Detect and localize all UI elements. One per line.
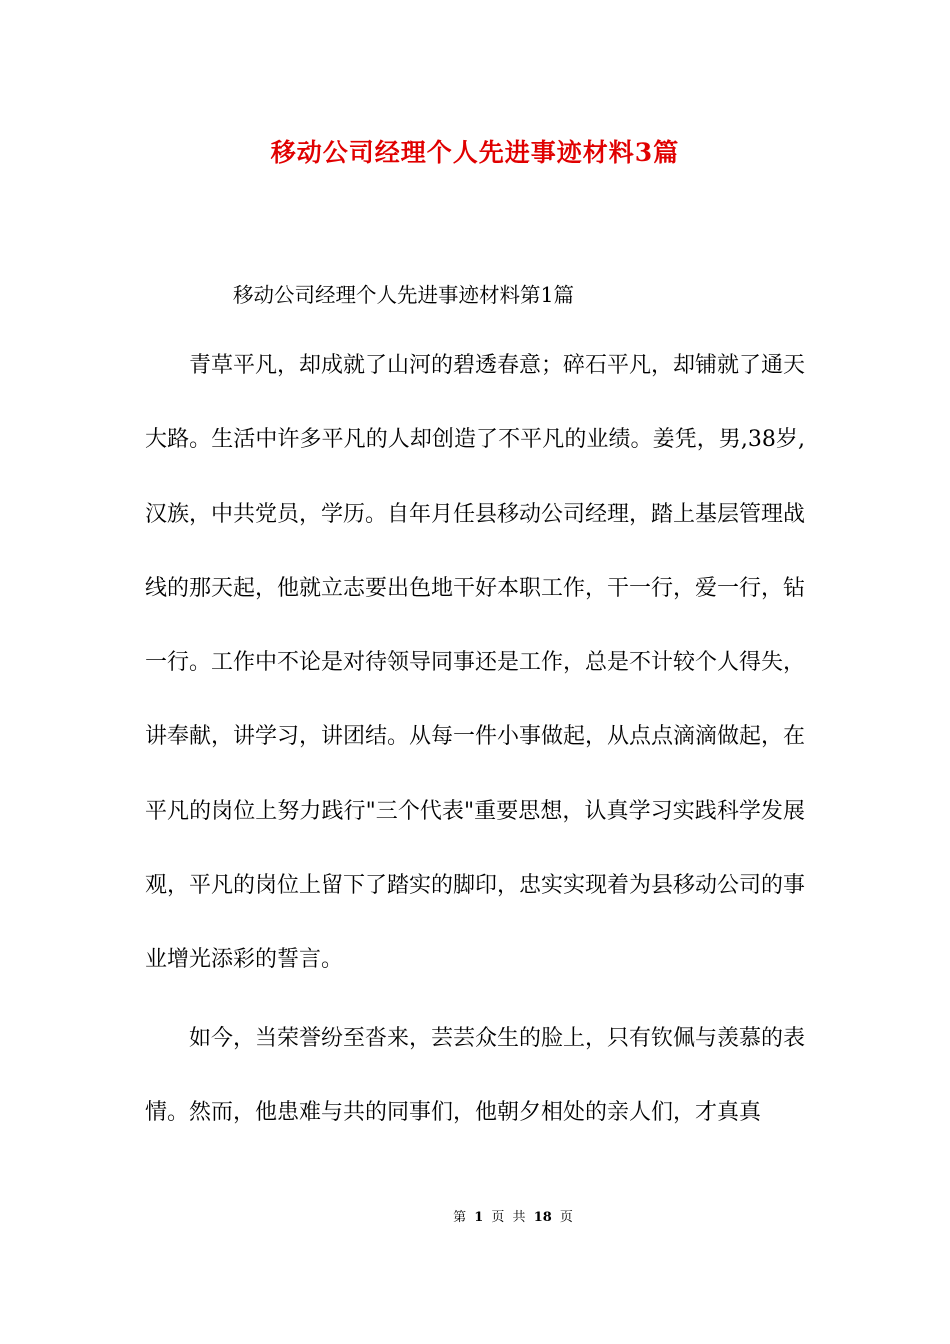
body-paragraph-1: 青草平凡，却成就了山河的碧透春意；碎石平凡，却铺就了通天大路。生活中许多平凡的人却创造了不平凡的业绩。姜凭，男,38岁,汉族，中共党员，学历。自年月任县移动公司经理，踏上基层管理战线的那天起，他就立志要出色地干好本职工作，干一行，爱一行，钻一行。工作中不论是对待领导同事还是工作，总是不计较个人得失，讲奉献，讲学习，讲团结。从每一件小事做起，从点点滴滴做起，在平凡的岗位上努力践行"三个代表"重要思想，认真学习实践科学发展观，平凡的岗位上留下了踏实的脚印，忠实实现着为县移动公司的事业增光添彩的誓言。 xyxy=(145,353,806,973)
footer-suffix: 页 xyxy=(559,1210,573,1225)
footer-current-page: 1 xyxy=(474,1210,484,1225)
document-title: 移动公司经理个人先进事迹材料3篇 xyxy=(270,138,680,167)
footer-middle: 页 共 xyxy=(491,1210,526,1225)
footer-prefix: 第 xyxy=(453,1210,467,1225)
footer-total-pages: 18 xyxy=(533,1210,552,1225)
section-heading: 移动公司经理个人先进事迹材料第1篇 xyxy=(233,283,575,307)
page-footer xyxy=(0,1206,950,1230)
body-paragraph-2: 如今，当荣誉纷至沓来，芸芸众生的脸上，只有钦佩与羡慕的表情。然而，他患难与共的同事们，他朝夕相处的亲人们，才真真 xyxy=(145,1026,806,1126)
